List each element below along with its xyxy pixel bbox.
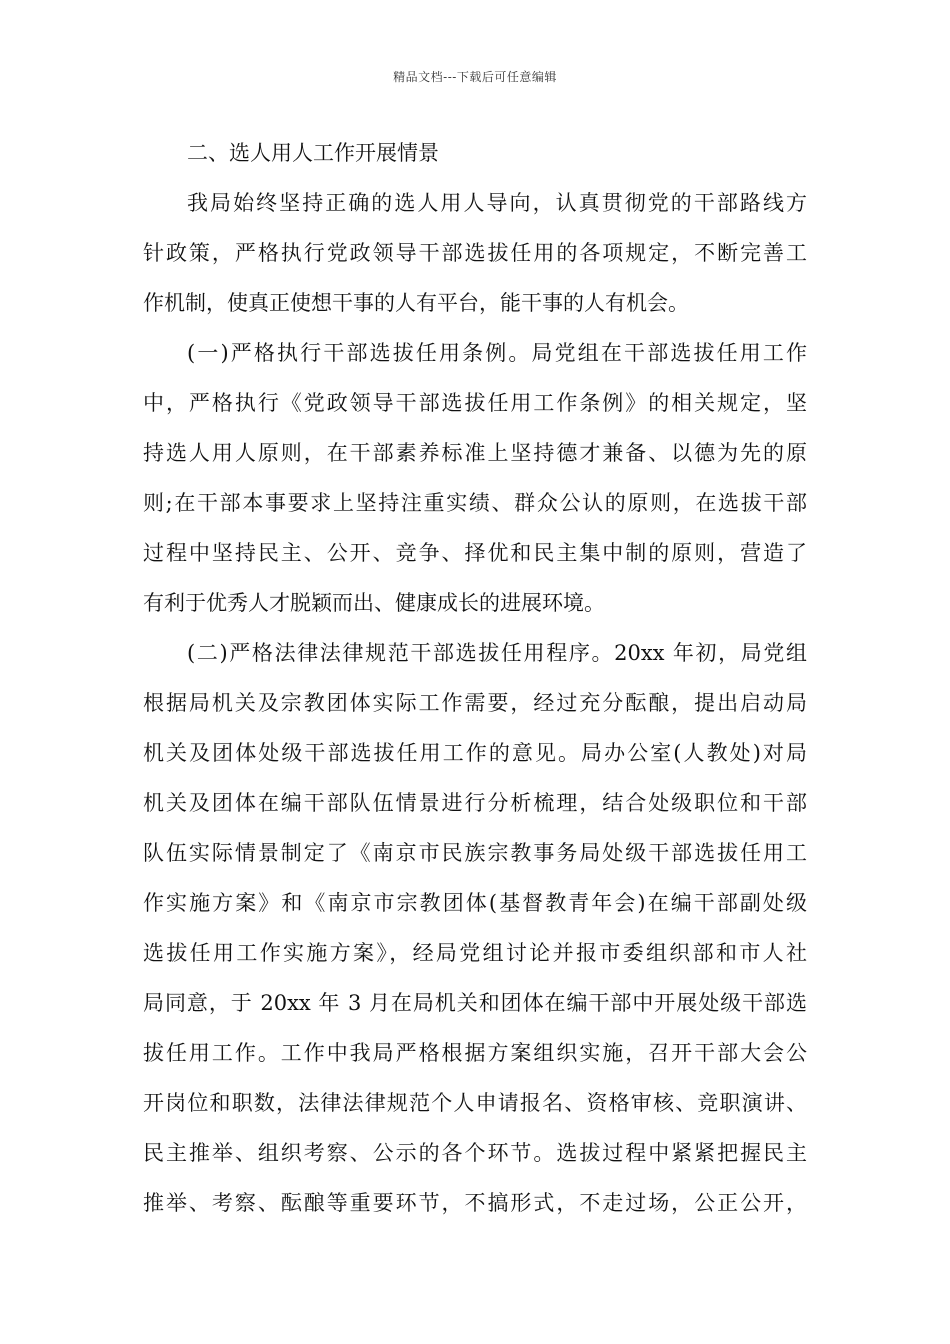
text-line: 机关及团体在编干部队伍情景进行分析梳理，结合处级职位和干部: [143, 791, 807, 815]
text-line: (二)严格法律法律规范干部选拔任用程序。20xx 年初，局党组: [187, 641, 807, 665]
document-body: [143, 128, 807, 1228]
text-line: 队伍实际情景制定了《南京市民族宗教事务局处级干部选拔任用工: [143, 841, 807, 865]
text-line: 推举、考察、酝酿等重要环节，不搞形式，不走过场，公正公开，: [143, 1191, 807, 1215]
text-line: 持选人用人原则，在干部素养标准上坚持德才兼备、以德为先的原: [143, 441, 807, 465]
text-line: 我局始终坚持正确的选人用人导向，认真贯彻党的干部路线方: [187, 191, 807, 215]
text-line: 民主推举、组织考察、公示的各个环节。选拔过程中紧紧把握民主: [143, 1141, 807, 1165]
text-line: 根据局机关及宗教团体实际工作需要，经过充分酝酿，提出启动局: [143, 691, 807, 715]
text-line: 针政策，严格执行党政领导干部选拔任用的各项规定，不断完善工: [143, 241, 807, 265]
text-line: (一)严格执行干部选拔任用条例。局党组在干部选拔任用工作: [187, 341, 807, 365]
text-line: 则;在干部本事要求上坚持注重实绩、群众公认的原则，在选拔干部: [143, 491, 807, 515]
text-line: 有利于优秀人才脱颖而出、健康成长的进展环境。: [143, 591, 605, 615]
text-line: 选拔任用工作实施方案》，经局党组讨论并报市委组织部和市人社: [143, 941, 807, 965]
text-line: 作机制，使真正使想干事的人有平台，能干事的人有机会。: [143, 291, 689, 315]
text-line: 过程中坚持民主、公开、竞争、择优和民主集中制的原则，营造了: [143, 541, 807, 565]
page-header: 精品文档---下载后可任意编辑: [393, 70, 557, 84]
text-line: 中，严格执行《党政领导干部选拔任用工作条例》的相关规定，坚: [143, 391, 807, 415]
text-line: 机关及团体处级干部选拔任用工作的意见。局办公室(人教处)对局: [143, 741, 807, 765]
text-line: 开岗位和职数，法律法律规范个人申请报名、资格审核、竞职演讲、: [143, 1091, 807, 1115]
text-line: 拔任用工作。工作中我局严格根据方案组织实施，召开干部大会公: [143, 1041, 807, 1065]
text-line: 二、选人用人工作开展情景: [187, 141, 439, 165]
text-line: 局同意，于 20xx 年 3 月在局机关和团体在编干部中开展处级干部选: [143, 991, 807, 1015]
text-line: 作实施方案》和《南京市宗教团体(基督教青年会)在编干部副处级: [143, 891, 807, 915]
